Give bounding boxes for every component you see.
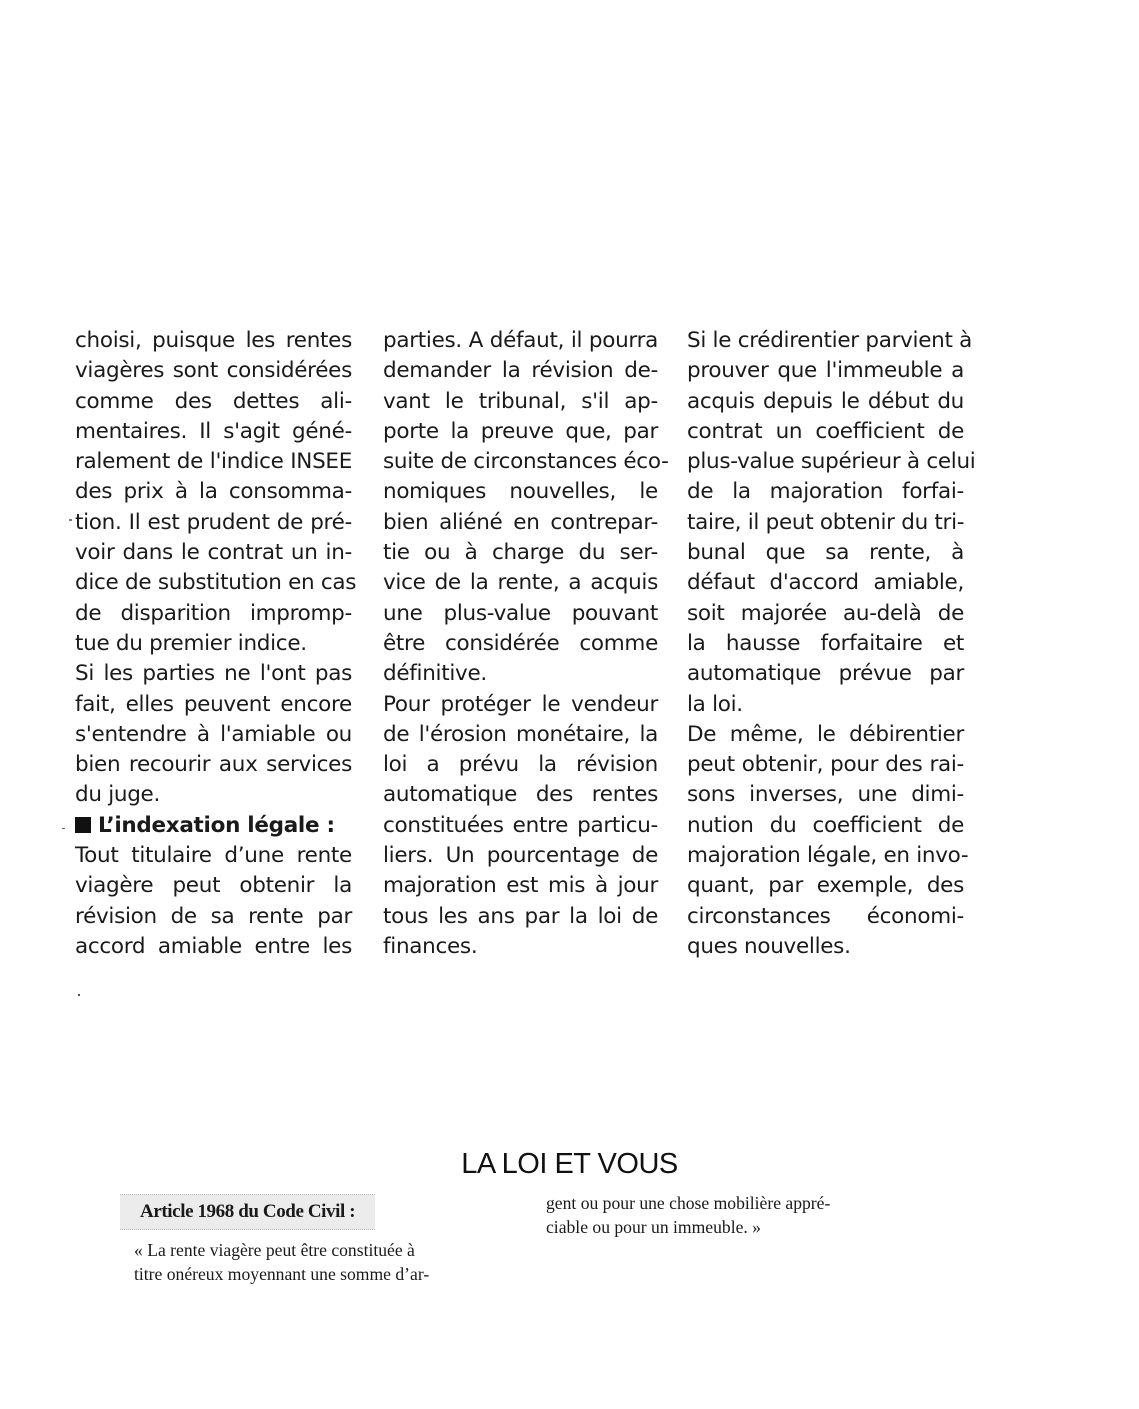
margin-mark (62, 828, 65, 829)
column-3-paragraphs (687, 326, 976, 962)
section-heading: L’indexation légale : (98, 812, 335, 838)
text-line: du juge. (75, 782, 161, 808)
text-line: fait, elles peuvent encore (75, 691, 352, 717)
text-line: vice de la rente, a acquis (383, 570, 658, 596)
quote-line: « La rente viagère peut être constituée à (134, 1240, 415, 1260)
text-line: viagère peut obtenir la (75, 873, 352, 899)
text-line: taire, il peut obtenir du tri- (687, 509, 965, 535)
text-line: bunal que sa rente, à (687, 540, 964, 566)
text-line: demander la révision de- (383, 358, 658, 384)
text-line: être considérée comme (383, 630, 658, 656)
text-line: bien recourir aux services (75, 752, 352, 778)
text-line: bien aliéné en contrepar- (383, 509, 658, 535)
text-line: constituées entre particu- (383, 812, 658, 838)
text-line: des prix à la consomma- (75, 479, 352, 505)
quote-line: gent ou pour une chose mobilière appré- (546, 1193, 831, 1213)
text-line: voir dans le contrat un in- (75, 540, 352, 566)
text-line: soit majorée au-delà de (687, 600, 964, 626)
article-label: Article 1968 du Code Civil : (120, 1194, 375, 1230)
text-line: accord amiable entre les (75, 933, 352, 959)
text-line: Pour protéger le vendeur (383, 691, 658, 717)
box-section-title: LA LOI ET VOUS (461, 1148, 678, 1180)
text-line: de l'érosion monétaire, la (383, 721, 658, 747)
text-line: de la majoration forfai- (687, 479, 964, 505)
text-line: s'entendre à l'amiable ou (75, 721, 352, 747)
text-line: vant le tribunal, s'il ap- (383, 388, 658, 414)
text-line: De même, le débirentier (687, 721, 964, 747)
text-line: Tout titulaire d’une rente (75, 843, 352, 869)
text-line: dice de substitution en cas (75, 570, 357, 596)
text-line: finances. (383, 933, 478, 959)
section-heading-line (75, 811, 352, 841)
text-line: tion. Il est prudent de pré- (75, 509, 352, 535)
text-line: la loi. (687, 691, 743, 717)
text-line: tous les ans par la loi de (383, 903, 658, 929)
text-line: Si le crédirentier parvient à (687, 328, 973, 353)
article-column-1 (75, 326, 357, 962)
text-line: acquis depuis le début du (687, 388, 964, 414)
text-line: tue du premier indice. (75, 630, 307, 656)
text-line: contrat un coefficient de (687, 418, 964, 444)
legal-quote-right (546, 1192, 830, 1239)
text-line: viagères sont considérées (75, 358, 352, 384)
text-line: tie ou à charge du ser- (383, 540, 658, 566)
text-line: porte la preuve que, par (383, 418, 658, 444)
text-line: majoration est mis à jour (383, 873, 658, 899)
square-bullet-icon (75, 817, 91, 833)
margin-mark (69, 519, 72, 521)
text-line: révision de sa rente par (75, 903, 352, 929)
quote-line: titre onéreux moyennant une somme d’ar- (134, 1263, 430, 1284)
text-line: une plus-value pouvant (383, 600, 658, 626)
text-line: majoration légale, en invo- (687, 843, 969, 869)
text-line: peut obtenir, pour des rai- (687, 752, 964, 778)
legal-quote-left (134, 1239, 429, 1286)
text-line: ques nouvelles. (687, 933, 851, 959)
stray-mark (78, 994, 80, 996)
column-2-paragraphs (383, 326, 669, 962)
article-column-3 (687, 326, 976, 962)
text-line: mentaires. Il s'agit géné- (75, 418, 352, 444)
text-line: la hausse forfaitaire et (687, 630, 964, 656)
text-line: automatique prévue par (687, 661, 964, 687)
text-line: choisi, puisque les rentes (75, 328, 352, 353)
text-line: prouver que l'immeuble a (687, 358, 964, 384)
text-line: circonstances économi- (687, 903, 964, 929)
text-line: définitive. (383, 661, 487, 687)
quote-line: ciable ou pour un immeuble. » (546, 1216, 761, 1237)
text-line: quant, par exemple, des (687, 873, 964, 899)
text-line: suite de circonstances éco- (383, 449, 669, 475)
column-1-paragraphs (75, 326, 357, 811)
text-line: nomiques nouvelles, le (383, 479, 658, 505)
text-line: défaut d'accord amiable, (687, 570, 964, 596)
text-line: automatique des rentes (383, 782, 658, 808)
text-line: sons inverses, une dimi- (687, 782, 964, 808)
text-line: comme des dettes ali- (75, 388, 352, 414)
column-1-after-heading (75, 841, 352, 962)
text-line: plus-value supérieur à celui (687, 449, 976, 475)
text-line: liers. Un pourcentage de (383, 843, 658, 869)
text-line: de disparition impromp- (75, 600, 352, 626)
text-line: Si les parties ne l'ont pas (75, 661, 352, 687)
text-line: ralement de l'indice INSEE (75, 449, 352, 475)
text-line: parties. A défaut, il pourra (383, 328, 658, 353)
text-line: nution du coefficient de (687, 812, 964, 838)
article-column-2 (383, 326, 669, 962)
text-line: loi a prévu la révision (383, 752, 658, 778)
